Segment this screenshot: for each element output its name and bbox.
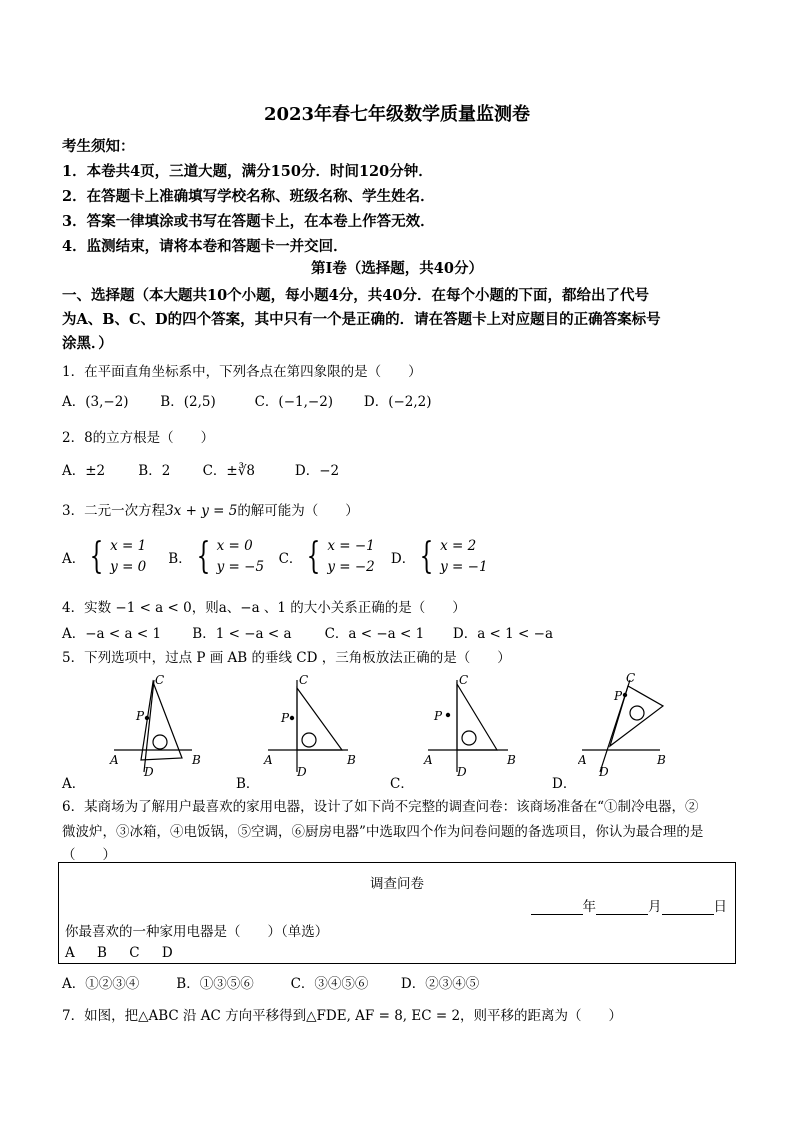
survey-choices: A B C D	[65, 945, 173, 961]
q2-stem: 2．8的立方根是（ ）	[62, 430, 215, 446]
part1-instruction: 一、选择题（本大题共10个小题，每小题4分，共40分．在每个小题的下面，都给出了代号	[62, 287, 649, 304]
q1-option-b: B．(2,5)	[160, 394, 216, 410]
brace-icon: {	[89, 536, 104, 577]
part1-instruction: 为A、B、C、D的四个答案，其中只有一个是正确的．请在答题卡上对应题目的正确答案标号	[62, 311, 661, 328]
q4-stem: 4．实数 −1 < a < 0，则a、−a 、1 的大小关系正确的是（ ）	[62, 600, 466, 616]
q3-stem-pre: 3．二元一次方程	[62, 503, 166, 519]
q2-option-a: A．±2	[62, 463, 106, 479]
survey-question: 你最喜欢的一种家用电器是（ ）（单选）	[65, 924, 329, 940]
q6-option-d: D．②③④⑤	[400, 976, 480, 992]
point-label: P	[136, 709, 145, 723]
q6-stem: 6．某商场为了解用户最喜欢的家用电器，设计了如下尚不完整的调查问卷：该商场准备在“①制冷电器，②	[62, 799, 699, 815]
q5-label-d: D．	[552, 776, 577, 792]
q1-stem: 1．在平面直角坐标系中，下列各点在第四象限的是（ ）	[62, 364, 422, 380]
q3-eq-x: x = −1	[327, 538, 375, 554]
q6-option-b: B．①③⑤⑥	[176, 976, 254, 992]
q4-option-c: C．a < −a < 1	[324, 626, 425, 642]
notice-item: 3．答案一律填涂或书写在答题卡上，在本卷上作答无效．	[62, 213, 435, 230]
q3-option-label: D．	[390, 551, 416, 567]
point-label: D	[599, 765, 609, 779]
survey-box	[58, 862, 736, 964]
q7-stem: 7．如图，把△ABC 沿 AC 方向平移得到△FDE, AF = 8, EC = 2，则平移的距离为（ ）	[62, 1008, 623, 1024]
q5-figure-d	[578, 668, 683, 780]
q3-option-label: C．	[278, 551, 303, 567]
month-blank	[596, 900, 648, 915]
notice-item: 4．监测结束，请将本卷和答题卡一并交回．	[62, 238, 348, 255]
q2-option-c: C．±∛8	[202, 463, 255, 479]
point-label: D	[297, 765, 307, 779]
day-blank	[662, 900, 714, 915]
q2-option-b: B．2	[138, 463, 171, 479]
q3-option-c	[279, 536, 387, 578]
q5-label-c: C．	[390, 776, 414, 792]
q4-option-a: A．−a < a < 1	[62, 626, 162, 642]
exam-title: 2023年春七年级数学质量监测卷	[263, 104, 531, 125]
year-label: 年	[582, 899, 596, 915]
q5-label-a: A．	[62, 776, 86, 792]
point-label: A	[424, 753, 433, 767]
q2-options	[62, 459, 339, 479]
point-label: B	[192, 753, 201, 767]
point-label: A	[264, 753, 273, 767]
q6-stem: （ ）	[62, 847, 116, 863]
section-heading: 第Ⅰ卷（选择题，共40分）	[311, 260, 483, 277]
q3-eq-y: y = −5	[216, 559, 265, 575]
q3-eq-x: x = 2	[440, 538, 477, 554]
day-label: 日	[713, 899, 727, 915]
q1-option-d: D．(−2,2)	[363, 394, 432, 410]
point-label: B	[657, 753, 666, 767]
q4-option-b: B．1 < −a < a	[192, 626, 292, 642]
q3-eq-y: y = −1	[440, 559, 488, 575]
year-blank	[531, 900, 583, 915]
point-label: C	[299, 673, 309, 687]
q1-options	[62, 390, 432, 410]
point-label: D	[457, 765, 467, 779]
point-label: P	[434, 709, 443, 723]
brace-icon: {	[419, 536, 434, 577]
notice-item: 2．在答题卡上准确填写学校名称、班级名称、学生姓名．	[62, 188, 435, 205]
q6-option-c: C．③④⑤⑥	[290, 976, 369, 992]
notice-item: 1．本卷共4页，三道大题，满分150分．时间120分钟．	[62, 163, 433, 180]
q3-stem	[62, 499, 359, 519]
point-label: B	[507, 753, 516, 767]
q3-equation: 3x + y = 5	[165, 503, 238, 519]
q4-options	[62, 622, 553, 642]
point-label: B	[347, 753, 356, 767]
q3-eq-x: x = 1	[110, 538, 147, 554]
q3-option-label: A．	[62, 551, 86, 567]
point-label: A	[578, 753, 587, 767]
q3-option-b	[168, 536, 274, 578]
point-label: C	[155, 673, 165, 687]
q1-option-c: C．(−1,−2)	[254, 394, 334, 410]
point-label: C	[459, 673, 469, 687]
q4-option-d: D．a < 1 < −a	[452, 626, 554, 642]
point-label: P	[614, 689, 623, 703]
q2-option-d: D．−2	[294, 463, 340, 479]
q5-figure-a	[108, 668, 208, 780]
survey-date	[531, 895, 728, 915]
q5-figure-b	[262, 668, 367, 780]
q3-stem-post: 的解可能为（ ）	[237, 503, 359, 519]
q6-options	[62, 972, 479, 992]
part1-instruction: 涂黑．）	[62, 335, 113, 352]
q5-stem: 5．下列选项中，过点 P 画 AB 的垂线 CD ，三角板放法正确的是（ ）	[62, 650, 511, 666]
point-label: C	[626, 671, 636, 685]
point-label: P	[281, 711, 290, 725]
q3-option-d	[391, 536, 488, 578]
q3-options	[62, 536, 488, 578]
q1-option-a: A．(3,−2)	[62, 394, 129, 410]
month-label: 月	[648, 899, 662, 915]
notice-heading: 考生须知：	[62, 138, 135, 155]
brace-icon: {	[307, 536, 321, 577]
q3-eq-y: y = 0	[110, 559, 147, 575]
brace-icon: {	[196, 536, 211, 577]
point-label: D	[144, 765, 154, 779]
point-label: A	[110, 753, 119, 767]
q3-eq-x: x = 0	[216, 538, 253, 554]
q3-eq-y: y = −2	[327, 559, 375, 575]
q5-label-b: B．	[236, 776, 260, 792]
q3-option-label: B．	[168, 551, 192, 567]
q6-stem: 微波炉，③冰箱，④电饭锅，⑤空调，⑥厨房电器”中选取四个作为问卷问题的备选项目，你认为最合理的是	[62, 824, 704, 840]
q3-option-a	[62, 536, 164, 578]
survey-title: 调查问卷	[370, 876, 424, 892]
q6-option-a: A．①②③④	[62, 976, 140, 992]
q5-figure-c	[422, 668, 527, 780]
